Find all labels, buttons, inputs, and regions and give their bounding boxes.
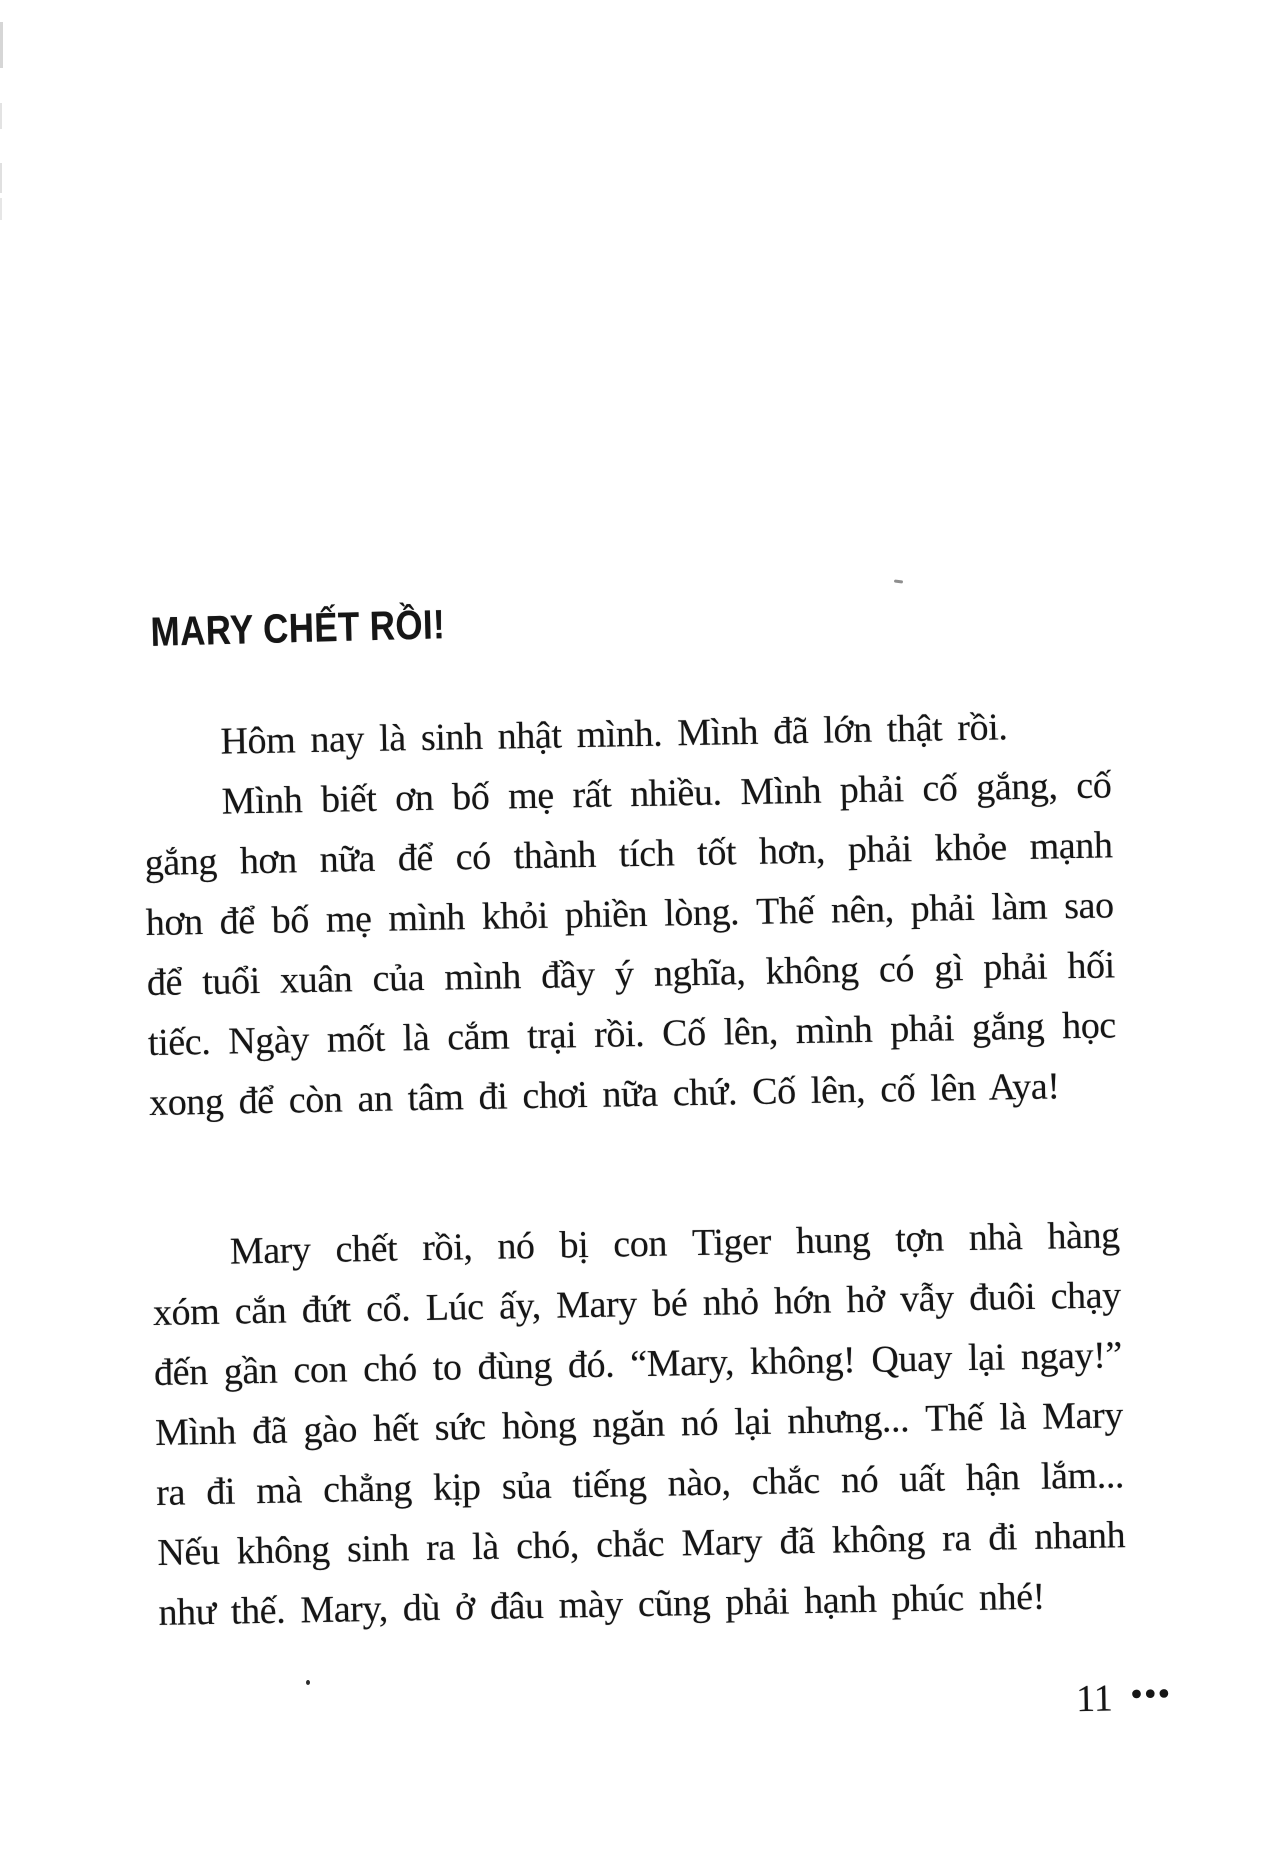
text-line: tiếc. Ngày mốt là cắm trại rồi. Cố lên, mình phải gắng học [147, 1004, 1117, 1065]
text-line: gắng hơn nữa để có thành tích tốt hơn, phải khỏe mạnh [144, 824, 1113, 885]
text-line: để tuổi xuân của mình đầy ý nghĩa, không có gì phải hối [146, 944, 1116, 1005]
text-line: Mình biết ơn bố mẹ rất nhiều. Mình phải cố gắng, cố [221, 764, 1112, 823]
text-line: Nếu không sinh ra là chó, chắc Mary đã không ra đi nhanh [156, 1514, 1126, 1574]
paragraph [151, 1205, 1127, 1643]
text-line: hơn để bố mẹ mình khỏi phiền lòng. Thế nên, phải làm sao [145, 884, 1115, 945]
text-line: Hôm nay là sinh nhật mình. Mình đã lớn thật rồi. [220, 706, 1008, 763]
page-footer [1075, 1677, 1170, 1721]
text-line: xong để còn an tâm đi chơi nữa chứ. Cố lên, cố lên Aya! [148, 1065, 1060, 1125]
text-line: xóm cắn đứt cổ. Lúc ấy, Mary bé nhỏ hớn hở vẫy đuôi chạy [152, 1274, 1122, 1334]
page-number: 11 [1075, 1677, 1114, 1721]
text-line: Mary chết rồi, nó bị con Tiger hung tợn nhà hàng [229, 1214, 1121, 1273]
chapter-heading: MARY CHẾT RỒI! [150, 601, 446, 655]
ellipsis-dots-icon: ••• [1127, 1677, 1170, 1714]
text-line: Mình đã gào hết sức hòng ngăn nó lại nhưng... Thế là Mary [154, 1394, 1124, 1454]
text-line: ra đi mà chẳng kịp sủa tiếng nào, chắc nó uất hận lắm... [155, 1454, 1125, 1514]
body-text [142, 695, 1127, 1643]
text-line: như thế. Mary, dù ở đâu mày cũng phải hạnh phúc nhé! [158, 1575, 1046, 1634]
text-line: đến gần con chó to đùng đó. “Mary, không! Quay lại ngay!” [153, 1334, 1123, 1394]
paragraph [143, 755, 1117, 1133]
